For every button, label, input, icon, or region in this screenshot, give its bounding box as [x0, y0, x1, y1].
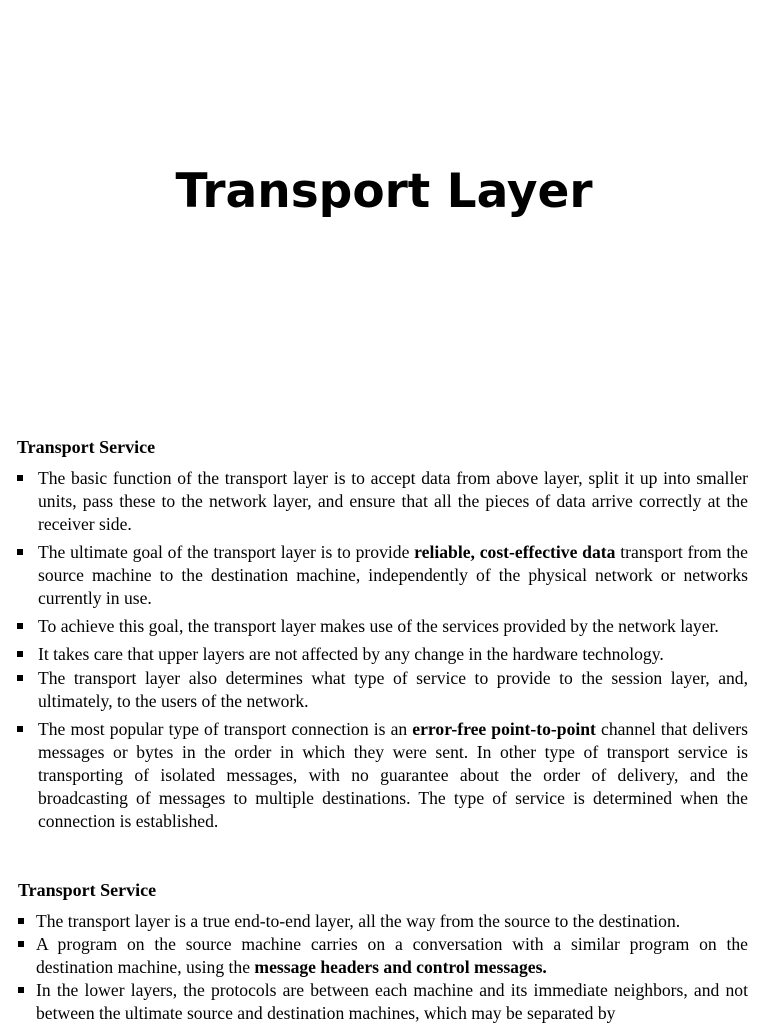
slide-title: Transport Layer	[175, 164, 593, 219]
list-item-emphasis: message headers and control messages.	[254, 957, 547, 977]
list-item-text: A program on the source machine carries on a conversation with a similar program on the destination machine, using the	[36, 934, 748, 977]
list-item	[17, 615, 748, 638]
list-item	[18, 933, 748, 979]
list-item	[17, 667, 748, 713]
square-bullet-icon	[18, 918, 24, 924]
list-item-text: The basic function of the transport layer is to accept data from above layer, split it up into smaller units, pass these to the network layer, and ensure that all the pieces of data arrive correctly at the receiver side.	[38, 468, 748, 534]
list-item-text: In the lower layers, the protocols are between each machine and its immediate neighbors, and not between the ultimate source and destination machines, which may be separated by	[36, 980, 748, 1023]
list-item-text: channel that delivers messages or bytes in the order in which they were sent. In other type of transport service is transporting of isolated messages, with no guarantee about the order of delivery, and the broadcasting of messages to multiple destinations. The type of service is determined when the connection is established.	[38, 719, 749, 831]
list-item-text: The most popular type of transport connection is an	[38, 719, 413, 739]
list-item-text: To achieve this goal, the transport layer makes use of the services provided by the network layer.	[38, 616, 719, 636]
list-item-text: The transport layer also determines what type of service to provide to the session layer, and, ultimately, to the users of the network.	[38, 668, 748, 711]
square-bullet-icon	[17, 549, 23, 555]
bullet-list	[17, 467, 748, 833]
list-item	[18, 979, 748, 1025]
square-bullet-icon	[17, 475, 23, 481]
square-bullet-icon	[17, 675, 23, 681]
square-bullet-icon	[17, 623, 23, 629]
section-heading: Transport Service	[18, 880, 157, 900]
list-item-text: transport from the source machine to the destination machine, independently of the physical network or networks currently in use.	[38, 542, 748, 608]
list-item	[17, 541, 748, 610]
square-bullet-icon	[18, 941, 24, 947]
list-item-emphasis: reliable, cost-effective data	[414, 542, 616, 562]
transport-service-section-2	[18, 879, 748, 1025]
list-item-text: The ultimate goal of the transport layer is to provide	[38, 542, 415, 562]
square-bullet-icon	[18, 987, 24, 993]
list-item	[17, 467, 748, 536]
transport-service-section	[17, 436, 748, 838]
list-item	[18, 910, 748, 933]
square-bullet-icon	[17, 726, 23, 732]
square-bullet-icon	[17, 651, 23, 657]
list-item-emphasis: error-free point-to-point	[412, 719, 596, 739]
list-item	[17, 718, 748, 833]
section-heading: Transport Service	[17, 437, 156, 457]
list-item	[17, 643, 748, 666]
bullet-list	[18, 910, 748, 1025]
list-item-text: The transport layer is a true end-to-end layer, all the way from the source to the destination.	[36, 911, 681, 931]
list-item-text: It takes care that upper layers are not affected by any change in the hardware technology.	[38, 644, 664, 664]
